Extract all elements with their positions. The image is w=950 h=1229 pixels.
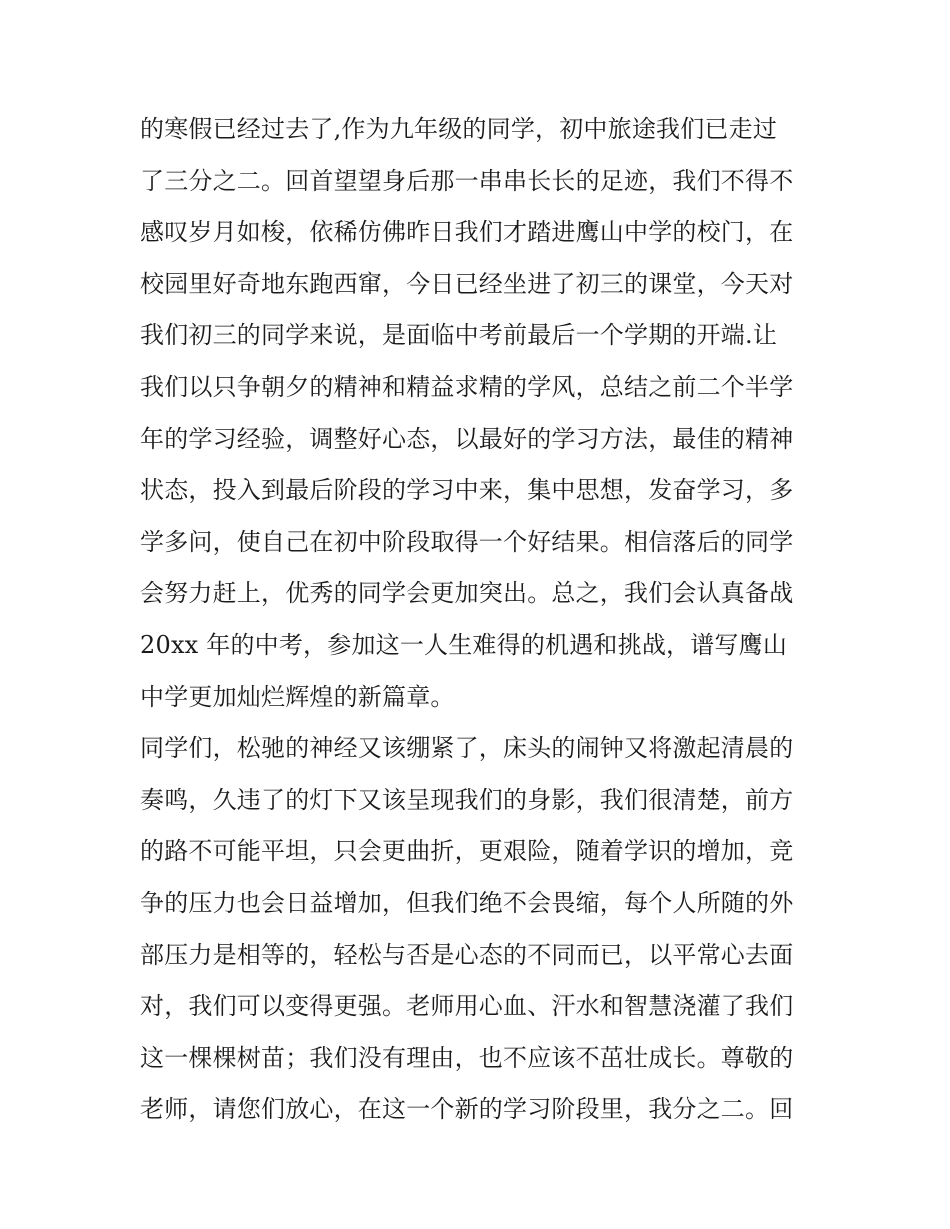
text-line: 对，我们可以变得更强。老师用心血、汗水和智慧浇灌了我们 <box>140 992 794 1021</box>
text-line: 了三分之二。回首望望身后那一串串长长的足迹，我们不得不 <box>140 166 794 195</box>
text-line: 这一棵棵树苗；我们没有理由，也不应该不茁壮成长。尊敬的 <box>140 1043 794 1072</box>
text-line: 校园里好奇地东跑西窜，今日已经坐进了初三的课堂，今天对 <box>140 269 794 298</box>
text-line: 部压力是相等的，轻松与否是心态的不同而已，以平常心去面 <box>140 940 794 969</box>
text-line: 同学们，松驰的神经又该绷紧了，床头的闹钟又将激起清晨的 <box>140 734 794 763</box>
text-line: 会努力赶上，优秀的同学会更加突出。总之，我们会认真备战 <box>140 579 794 608</box>
text-line: 20xx 年的中考，参加这一人生难得的机遇和挑战，谱写鹰山 <box>140 630 788 659</box>
text-line: 学多问，使自己在初中阶段取得一个好结果。相信落后的同学 <box>140 527 794 556</box>
text-line: 争的压力也会日益增加，但我们绝不会畏缩，每个人所随的外 <box>140 888 794 917</box>
text-line: 中学更加灿烂辉煌的新篇章。 <box>140 682 455 711</box>
text-line: 我们以只争朝夕的精神和精益求精的学风，总结之前二个半学 <box>140 372 794 401</box>
text-line: 感叹岁月如梭，依稀仿佛昨日我们才踏进鹰山中学的校门，在 <box>140 218 794 247</box>
text-line: 的路不可能平坦，只会更曲折，更艰险，随着学识的增加，竞 <box>140 837 794 866</box>
body-text <box>140 104 830 1136</box>
text-line: 老师，请您们放心，在这一个新的学习阶段里，我分之二。回 <box>140 1095 794 1124</box>
text-line: 年的学习经验，调整好心态，以最好的学习方法，最佳的精神 <box>140 424 794 453</box>
text-line: 奏鸣，久违了的灯下又该呈现我们的身影，我们很清楚，前方 <box>140 785 794 814</box>
text-line: 我们初三的同学来说，是面临中考前最后一个学期的开端.让 <box>140 321 778 350</box>
text-line: 状态，投入到最后阶段的学习中来，集中思想，发奋学习，多 <box>140 476 794 505</box>
text-line: 的寒假已经过去了,作为九年级的同学，初中旅途我们已走过 <box>140 115 778 143</box>
